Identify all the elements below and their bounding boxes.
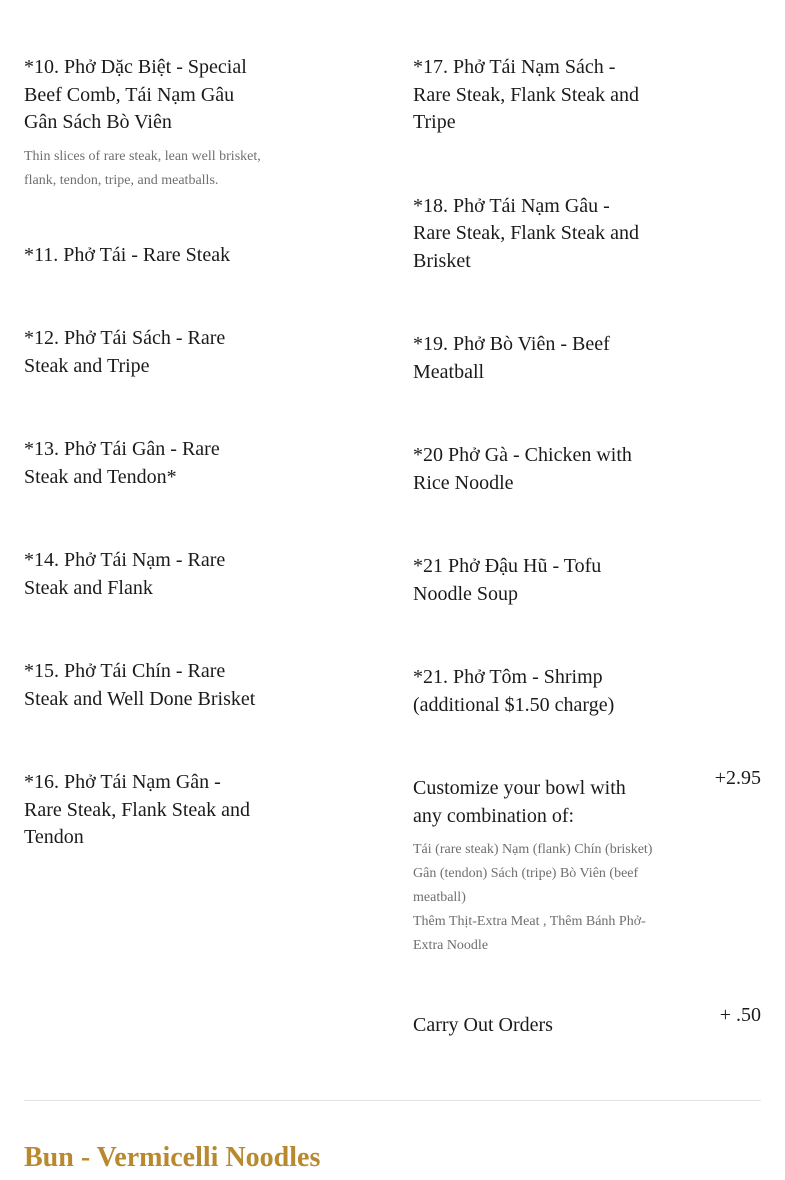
menu-item-title: Carry Out Orders [413,1014,553,1036]
menu-item-20[interactable] [413,442,761,497]
menu-item-17[interactable] [413,54,761,137]
menu-item-description: Thin slices of rare steak, lean well brisket, flank, tendon, tripe, and meatballs. [24,148,261,188]
menu-item-title: *11. Phở Tái - Rare Steak [24,243,231,266]
menu-item-title: *12. Phở Tái Sách - Rare Steak and Tripe [24,327,226,377]
menu-item-21-tofu[interactable] [413,553,761,608]
menu-item-12[interactable] [24,325,256,380]
menu-item-title: *14. Phở Tái Nạm - Rare Steak and Flank [24,549,226,599]
carry-out-item[interactable] [413,1004,761,1040]
menu-item-21-shrimp[interactable] [413,664,761,719]
menu-item-10[interactable] [24,54,261,193]
menu-item-title: *21. Phở Tôm - Shrimp (additional $1.50 charge) [413,666,615,716]
section-divider [24,1100,761,1101]
menu-item-price: + .50 [719,1004,761,1026]
menu-item-price: +2.95 [714,767,761,789]
menu-item-title: *17. Phở Tái Nạm Sách - Rare Steak, Flank Steak and Tripe [413,56,640,133]
menu-item-18[interactable] [413,193,761,276]
section-title: Bun - Vermicelli Noodles [24,1142,321,1173]
menu-item-title: *19. Phở Bò Viên - Beef Meatball [413,333,610,383]
menu-item-title: *15. Phở Tái Chín - Rare Steak and Well Done Brisket [24,660,256,710]
menu-item-title: *18. Phở Tái Nạm Gâu - Rare Steak, Flank Steak and Brisket [413,194,640,272]
customize-bowl-item[interactable] [413,767,761,958]
menu-item-title: Customize your bowl with any combination of: [413,777,626,827]
menu-item-title: *16. Phở Tái Nạm Gân - Rare Steak, Flank Steak and Tendon [24,771,251,848]
menu-item-title: *20 Phở Gà - Chicken with Rice Noodle [413,444,632,494]
menu-item-title: *13. Phở Tái Gân - Rare Steak and Tendon* [24,438,220,488]
menu-item-11[interactable] [24,242,256,270]
menu-item-14[interactable] [24,547,256,602]
menu-item-19[interactable] [413,331,761,386]
menu-item-description [413,838,657,958]
menu-item-title: *21 Phở Đậu Hũ - Tofu Noodle Soup [413,555,602,605]
menu-item-13[interactable] [24,436,256,491]
menu-item-16[interactable] [24,769,256,852]
menu-column-right [413,54,761,1040]
menu-item-title: *10. Phở Dặc Biệt - Special Beef Comb, Tái Nạm Gâu Gân Sách Bò Viên [24,56,247,133]
customize-options-line: Tái (rare steak) Nạm (flank) Chín (brisket) Gân (tendon) Sách (tripe) Bò Viên (beef meatball) [413,842,653,905]
customize-extras-line: Thêm Thịt-Extra Meat , Thêm Bánh Phở-Extra Noodle [413,914,646,953]
menu-item-15[interactable] [24,658,256,713]
menu-column-left [24,54,261,852]
